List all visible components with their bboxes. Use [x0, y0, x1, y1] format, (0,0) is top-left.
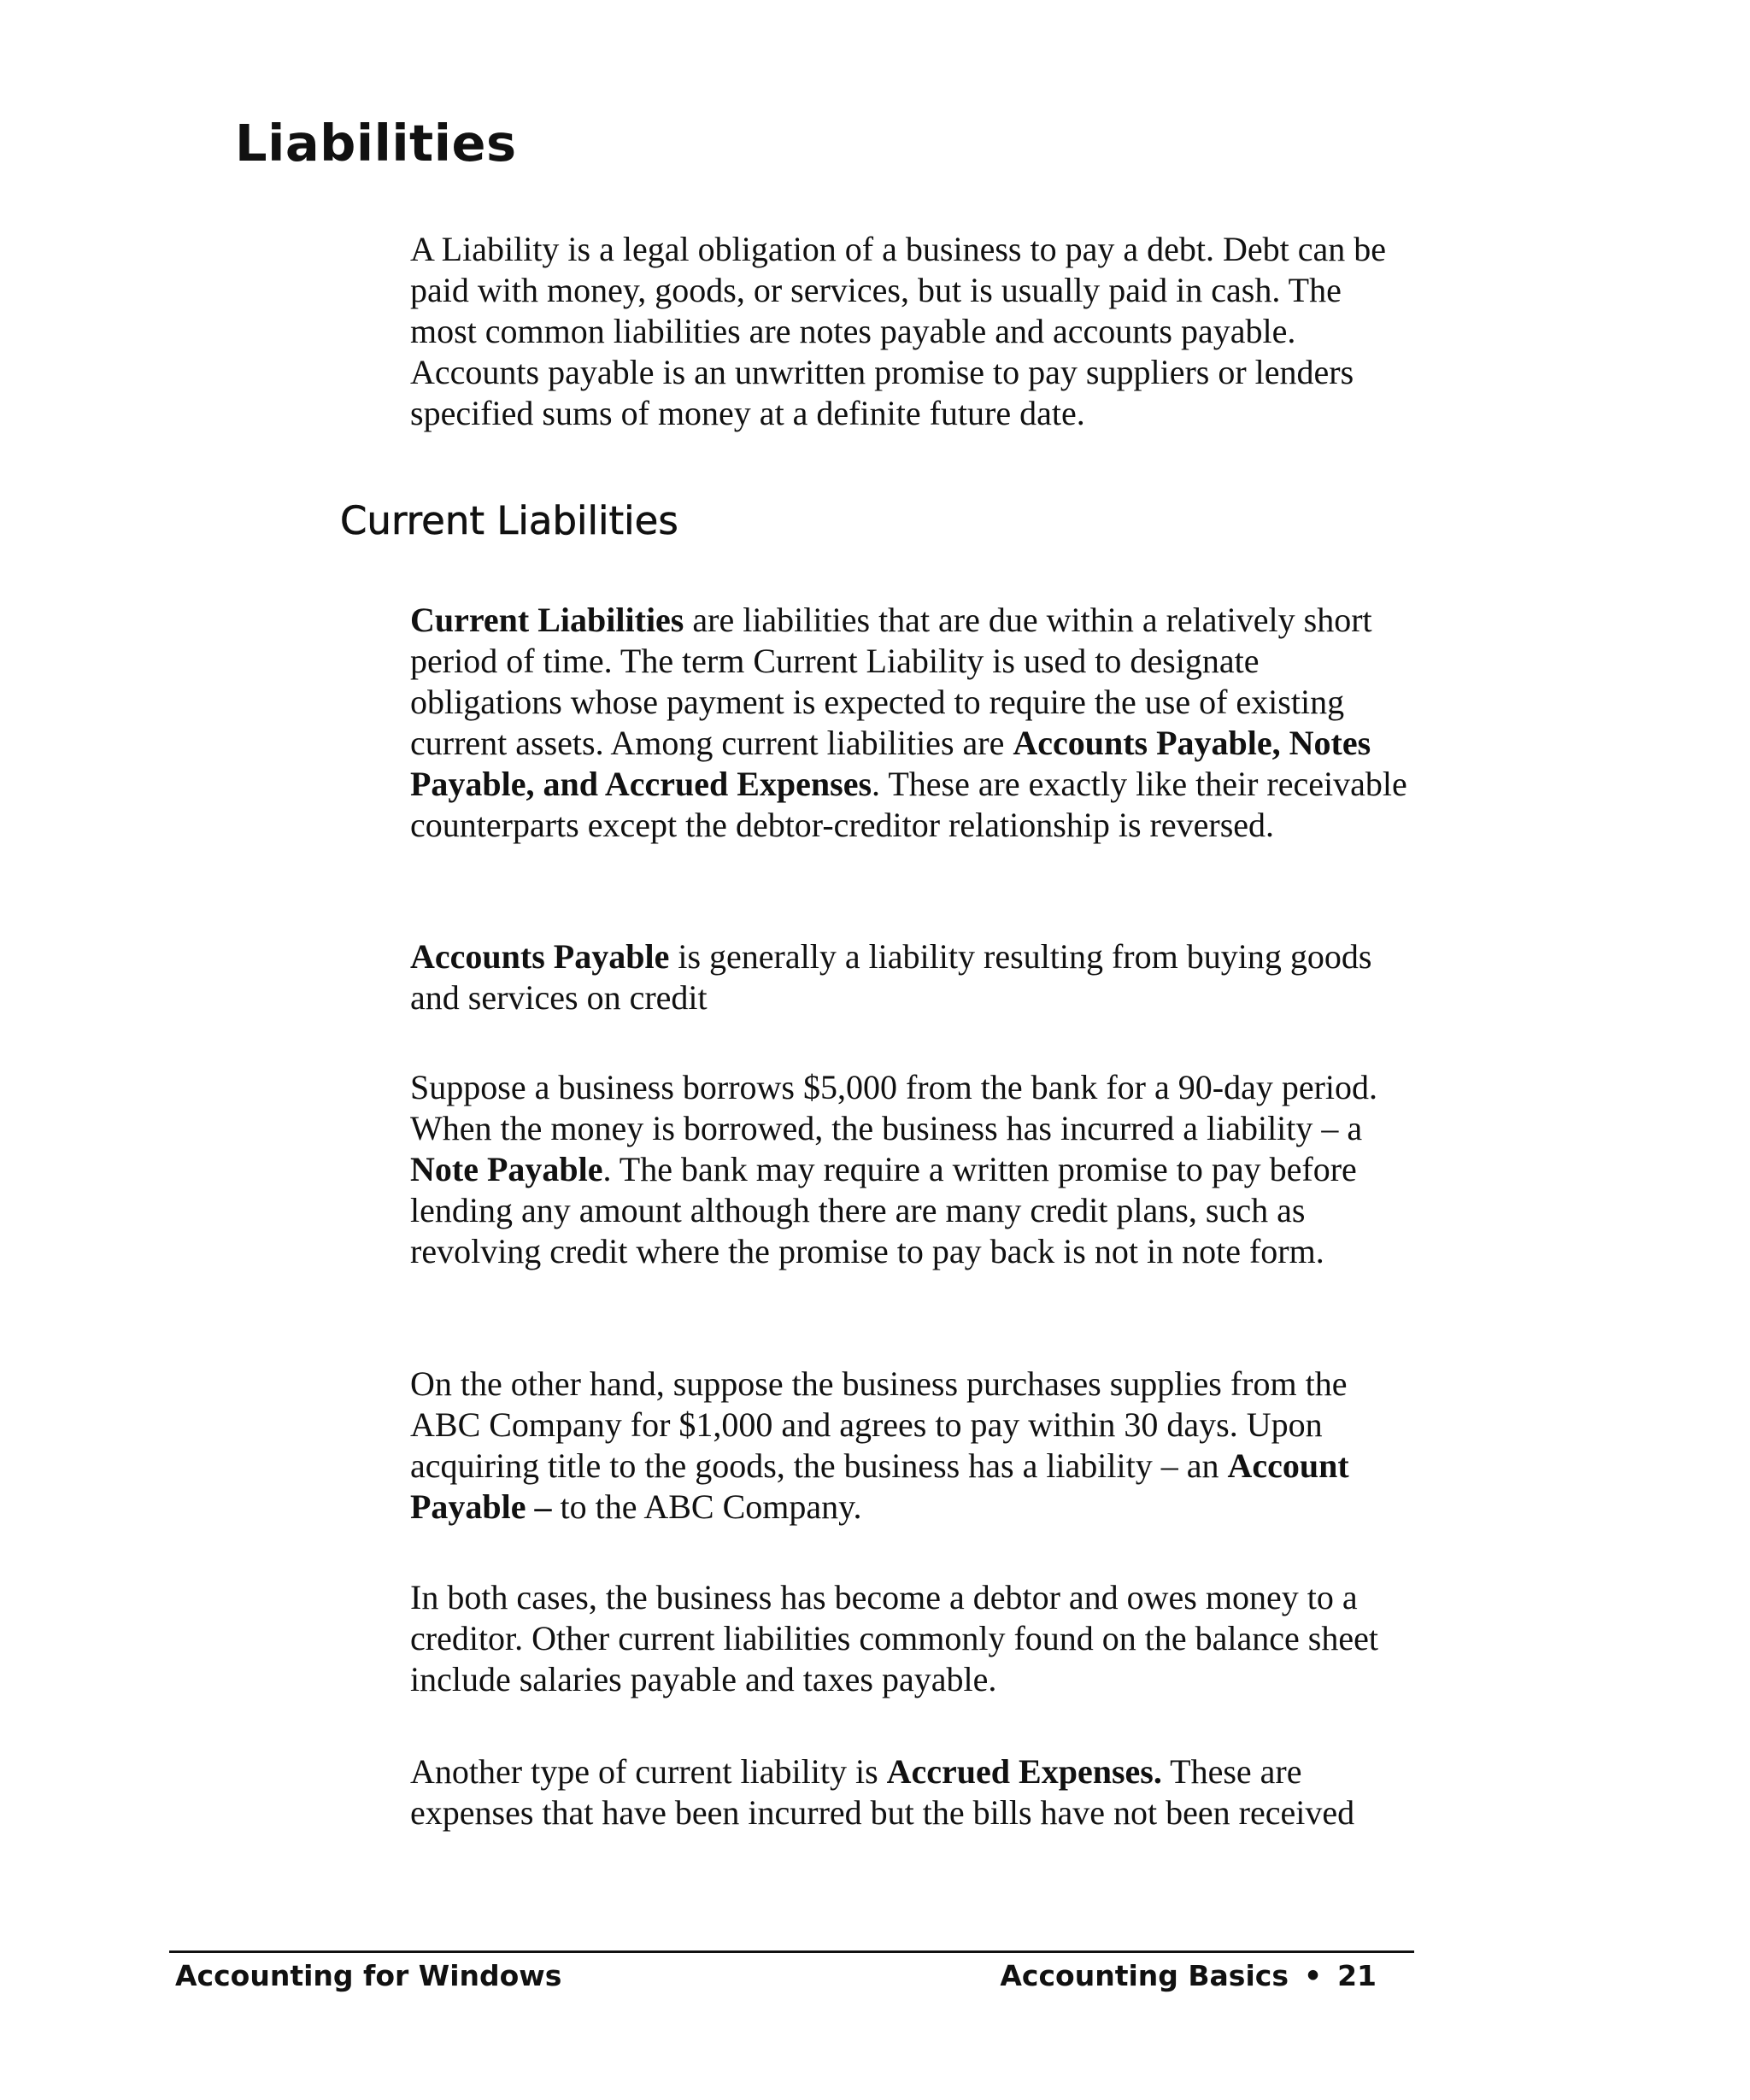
- accounts-payable-paragraph: [410, 936, 1410, 1018]
- bold-term: Accrued Expenses.: [886, 1752, 1162, 1791]
- note-payable-paragraph: [410, 1067, 1410, 1272]
- current-liabilities-paragraph: [410, 600, 1410, 846]
- paragraph-text: On the other hand, suppose the business purchases supplies from the ABC Company for $1,000 and agrees to pay within 30 days. Upon acquiring title to the goods, the business has a liability – an: [410, 1364, 1348, 1485]
- paragraph-text: is generally a liability resulting from buying goods and services on credit: [410, 937, 1372, 1017]
- section-heading: Current Liabilities: [340, 498, 678, 543]
- debtor-paragraph: In both cases, the business has become a debtor and owes money to a creditor. Other current liabilities commonly found on the balance sheet include salaries payable and taxes payable.: [410, 1578, 1378, 1698]
- footer-book-title: Accounting for Windows: [175, 1959, 562, 1992]
- bold-term: Current Liabilities: [410, 601, 684, 639]
- paragraph-text: are liabilities that are due within a relatively short period of time. The term Current Liability is used to designate obligations whose payment is expected to require the use of existing current assets. Among current liabilities are: [410, 601, 1372, 762]
- bold-term: Accounts Payable, Notes Payable, and Accrued Expenses: [410, 724, 1371, 803]
- footer-section-title: Accounting Basics: [1000, 1959, 1289, 1992]
- bold-term: Accounts Payable: [410, 937, 670, 976]
- footer-divider: [169, 1950, 1414, 1953]
- paragraph-text: Suppose a business borrows $5,000 from the bank for a 90-day period. When the money is borrowed, the business has incurred a liability – a: [410, 1068, 1378, 1147]
- intro-paragraph: A Liability is a legal obligation of a business to pay a debt. Debt can be paid with money, goods, or services, but is usually paid in cash. The most common liabilities are notes payable and accounts payable. Accounts payable is an unwritten promise to pay suppliers or lenders specified sums of money at a definite future date.: [410, 230, 1386, 432]
- footer-bullet: •: [1303, 1959, 1323, 1992]
- paragraph-text: . These are exactly like their receivable counterparts except the debtor-creditor relationship is reversed.: [410, 765, 1407, 844]
- paragraph-text: . The bank may require a written promise to pay before lending any amount although there are many credit plans, such as revolving credit where the promise to pay back is not in note form.: [410, 1150, 1357, 1270]
- account-payable-example-paragraph: [410, 1364, 1410, 1528]
- bold-term: Note Payable: [410, 1150, 603, 1188]
- paragraph-text: Another type of current liability is: [410, 1752, 887, 1791]
- paragraph-text: These are expenses that have been incurred but the bills have not been received: [410, 1752, 1355, 1832]
- footer-page-info: [1000, 1959, 1377, 1992]
- accrued-expenses-paragraph: [410, 1751, 1410, 1833]
- paragraph-text: to the ABC Company.: [551, 1487, 862, 1526]
- bold-term: Account Payable –: [410, 1446, 1349, 1526]
- page-heading: Liabilities: [235, 114, 517, 173]
- page-number: 21: [1337, 1959, 1377, 1992]
